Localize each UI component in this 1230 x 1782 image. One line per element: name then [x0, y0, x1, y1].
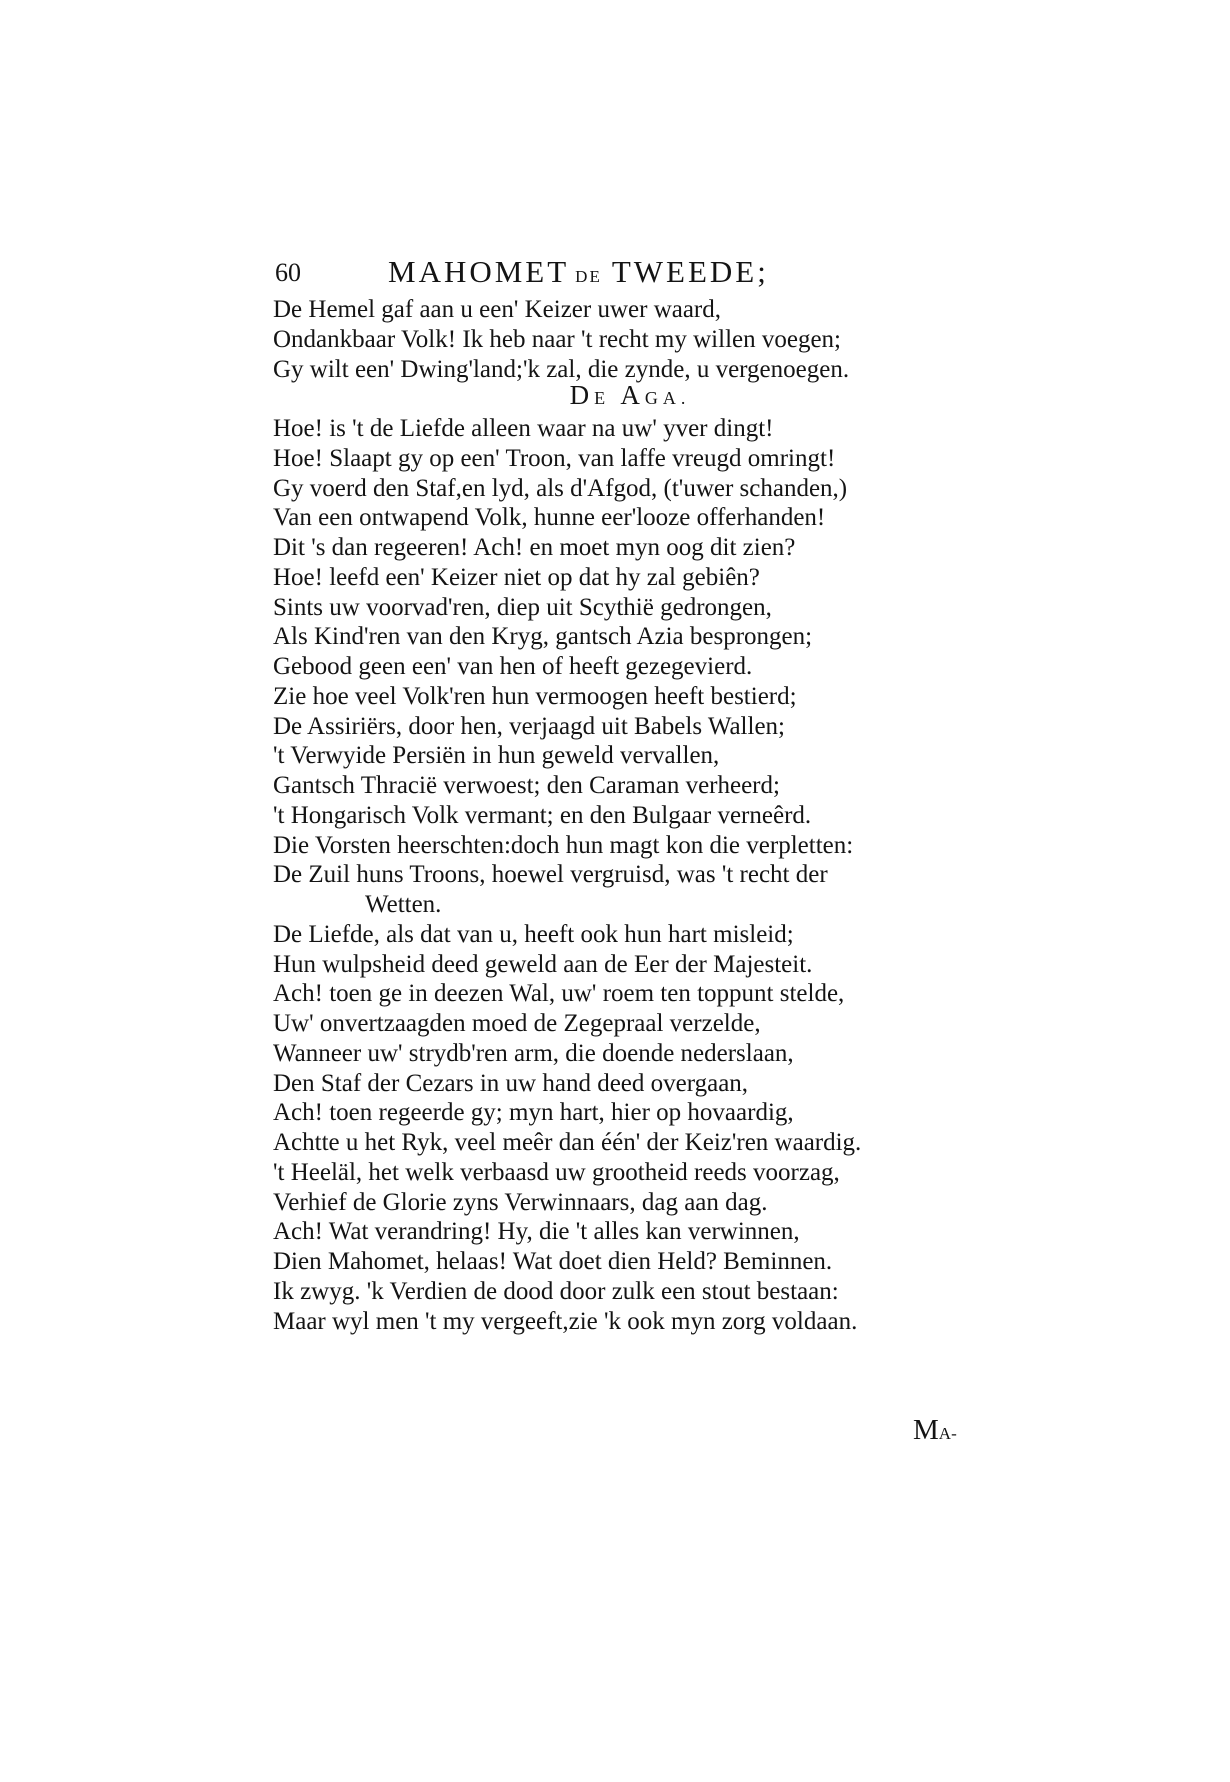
running-header	[275, 254, 985, 294]
speaker-initial-1: D	[569, 380, 595, 410]
verse-line: Dit 's dan regeeren! Ach! en moet myn oog dit zien?	[273, 534, 796, 561]
title-tweede: TWEEDE;	[611, 254, 769, 289]
verse-line: Achtte u het Ryk, veel meêr dan één' der Keiz'ren waardig.	[273, 1129, 862, 1156]
catchword-initial: M	[913, 1414, 939, 1446]
verse-line: 't Verwyide Persiën in hun geweld vervallen,	[273, 742, 720, 770]
catchword-rest: A-	[938, 1424, 957, 1443]
verse-line: Zie hoe veel Volk'ren hun vermoogen heeft bestierd;	[273, 682, 797, 710]
verse-line: Hoe! Slaapt gy op een' Troon, van laffe vreugd omringt!	[273, 444, 836, 472]
verse-line: Hoe! leefd een' Keizer niet op dat hy zal gebiên?	[273, 563, 760, 591]
catchword	[913, 1414, 957, 1447]
verse-line: Van een ontwapend Volk, hunne eer'looze offerhanden!	[273, 504, 826, 532]
verse-line: Hoe! is 't de Liefde alleen waar na uw' yver dingt!	[273, 415, 774, 442]
verse-line: Ondankbaar Volk! Ik heb naar 't recht my willen voegen;	[273, 325, 841, 353]
speaker-rest-1: E	[594, 388, 611, 408]
verse-line: Gy wilt een' Dwing'land;'k zal, die zynde, u vergenoegen.	[273, 355, 850, 383]
verse-line: Als Kind'ren van den Kryg, gantsch Azia besprongen;	[273, 623, 813, 651]
verse-line: Den Staf der Cezars in uw hand deed overgaan,	[273, 1069, 749, 1097]
verse-line: De Assiriërs, door hen, verjaagd uit Babels Wallen;	[273, 712, 785, 740]
verse-line: Maar wyl men 't my vergeeft,zie 'k ook myn zorg voldaan.	[273, 1307, 858, 1335]
verse-line: Gantsch Thracië verwoest; den Caraman verheerd;	[273, 772, 780, 799]
verse-line: De Liefde, als dat van u, heeft ook hun hart misleid;	[273, 920, 794, 948]
speaker-heading	[275, 380, 985, 411]
speaker-initial-2: A	[620, 380, 645, 410]
speaker-rest-2: GA.	[644, 388, 691, 408]
verse-line: Ach! Wat verandring! Hy, die 't alles kan verwinnen,	[273, 1218, 800, 1246]
verse-line: De Zuil huns Troons, hoewel vergruisd, was 't recht der	[273, 861, 828, 889]
verse-line: Ach! toen ge in deezen Wal, uw' roem ten toppunt stelde,	[273, 980, 845, 1008]
verse-line: Wanneer uw' strydb'ren arm, die doende nederslaan,	[273, 1039, 794, 1067]
verse-line: Dien Mahomet, helaas! Wat doet dien Held? Beminnen.	[273, 1248, 833, 1275]
verse-line: Verhief de Glorie zyns Verwinnaars, dag aan dag.	[273, 1188, 768, 1216]
title-mahomet: MAHOMET	[388, 254, 570, 289]
title-de: DE	[575, 267, 602, 286]
verse-line: Uw' onvertzaagden moed de Zegepraal verzelde,	[273, 1010, 761, 1037]
verse-turnover: Wetten.	[365, 891, 442, 918]
verse-line: Ik zwyg. 'k Verdien de dood door zulk een stout bestaan:	[273, 1277, 839, 1305]
verse-line: Sints uw voorvad'ren, diep uit Scythië gedrongen,	[273, 593, 772, 621]
verse-line: Hun wulpsheid deed geweld aan de Eer der Majesteit.	[273, 950, 813, 978]
verse-line: 't Heeläl, het welk verbaasd uw grootheid reeds voorzag,	[273, 1158, 840, 1186]
verse-line: Gebood geen een' van hen of heeft gezegevierd.	[273, 653, 753, 680]
page-number: 60	[275, 258, 301, 287]
verse-line: Ach! toen regeerde gy; myn hart, hier op hovaardig,	[273, 1099, 794, 1127]
verse-line: 't Hongarisch Volk vermant; en den Bulgaar verneêrd.	[273, 801, 812, 829]
running-title	[388, 254, 769, 290]
verse-line: De Hemel gaf aan u een' Keizer uwer waard,	[273, 296, 722, 323]
verse-line: Gy voerd den Staf,en lyd, als d'Afgod, (t'uwer schanden,)	[273, 474, 848, 502]
verse-text	[273, 295, 993, 1336]
verse-line: Die Vorsten heerschten:doch hun magt kon die verpletten:	[273, 831, 854, 859]
